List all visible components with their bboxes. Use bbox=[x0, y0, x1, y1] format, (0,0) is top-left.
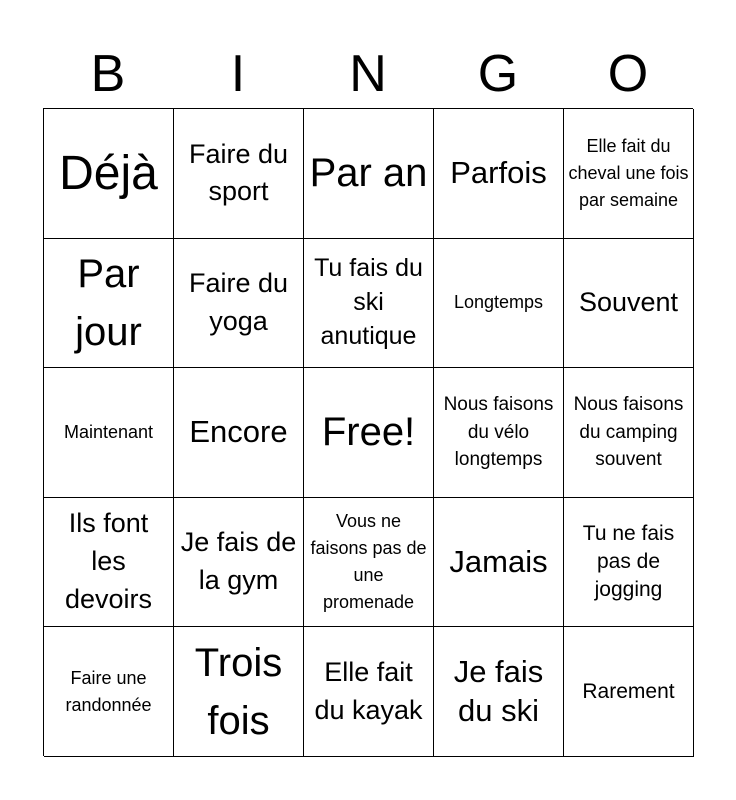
bingo-cell[interactable] bbox=[44, 627, 174, 757]
cell-text: Je fais du ski bbox=[453, 653, 544, 728]
bingo-cell[interactable] bbox=[564, 109, 694, 239]
bingo-cell[interactable] bbox=[304, 109, 434, 239]
header-letter-i: I bbox=[230, 45, 246, 103]
bingo-cell[interactable] bbox=[564, 627, 694, 757]
bingo-cell[interactable] bbox=[434, 498, 564, 628]
cell-text: Vous ne faisons pas de une promenade bbox=[310, 511, 427, 613]
cell-text: Elle fait du kayak bbox=[314, 656, 423, 725]
header-letter-g: G bbox=[477, 45, 519, 103]
bingo-cell[interactable] bbox=[304, 239, 434, 369]
cell-text: Ils font les devoirs bbox=[64, 508, 153, 614]
bingo-cell[interactable] bbox=[434, 109, 564, 239]
header-letter-n: N bbox=[349, 45, 387, 103]
bingo-cell[interactable] bbox=[564, 368, 694, 498]
cell-text: Tu ne fais pas de jogging bbox=[582, 521, 675, 602]
cell-text: Free! bbox=[321, 410, 416, 455]
cell-text: Par an bbox=[309, 151, 428, 196]
cell-text: Faire du yoga bbox=[188, 268, 289, 336]
bingo-cell[interactable] bbox=[174, 109, 304, 239]
cell-text: Parfois bbox=[450, 154, 547, 190]
cell-text: Nous faisons du vélo longtemps bbox=[443, 394, 554, 471]
cell-text: Maintenant bbox=[63, 421, 154, 442]
cell-text: Jamais bbox=[449, 543, 548, 579]
bingo-cell[interactable] bbox=[44, 109, 174, 239]
bingo-cell[interactable] bbox=[434, 627, 564, 757]
bingo-cell[interactable] bbox=[44, 498, 174, 628]
cell-text: Faire du sport bbox=[188, 138, 289, 207]
bingo-cell[interactable] bbox=[434, 368, 564, 498]
cell-text: Elle fait du cheval une fois par semaine bbox=[568, 135, 689, 210]
bingo-cell[interactable] bbox=[564, 239, 694, 369]
cell-text: Trois fois bbox=[194, 640, 283, 743]
bingo-cell[interactable] bbox=[304, 627, 434, 757]
header-letter-b: B bbox=[90, 45, 126, 103]
bingo-cell[interactable] bbox=[174, 627, 304, 757]
bingo-cell[interactable] bbox=[44, 368, 174, 498]
bingo-cell[interactable] bbox=[174, 368, 304, 498]
bingo-cell[interactable] bbox=[304, 498, 434, 628]
bingo-header bbox=[43, 40, 693, 108]
cell-text: Encore bbox=[189, 414, 288, 450]
bingo-cell[interactable] bbox=[564, 498, 694, 628]
cell-text: Tu fais du ski anutique bbox=[314, 254, 423, 350]
bingo-cell[interactable] bbox=[44, 239, 174, 369]
bingo-grid bbox=[43, 108, 693, 756]
cell-text: Faire une randonnée bbox=[65, 667, 152, 715]
header-letter-o: O bbox=[607, 45, 649, 103]
bingo-cell[interactable] bbox=[174, 498, 304, 628]
cell-text: Souvent bbox=[578, 286, 679, 317]
cell-text: Nous faisons du camping souvent bbox=[573, 394, 684, 471]
bingo-cell[interactable] bbox=[434, 239, 564, 369]
cell-text: Rarement bbox=[582, 679, 675, 703]
cell-text: Par jour bbox=[75, 251, 142, 354]
cell-text: Déjà bbox=[59, 146, 158, 200]
cell-text: Je fais de la gym bbox=[180, 527, 297, 596]
cell-text: Longtemps bbox=[453, 292, 544, 313]
bingo-cell free-space[interactable] bbox=[304, 368, 434, 498]
bingo-cell[interactable] bbox=[174, 239, 304, 369]
